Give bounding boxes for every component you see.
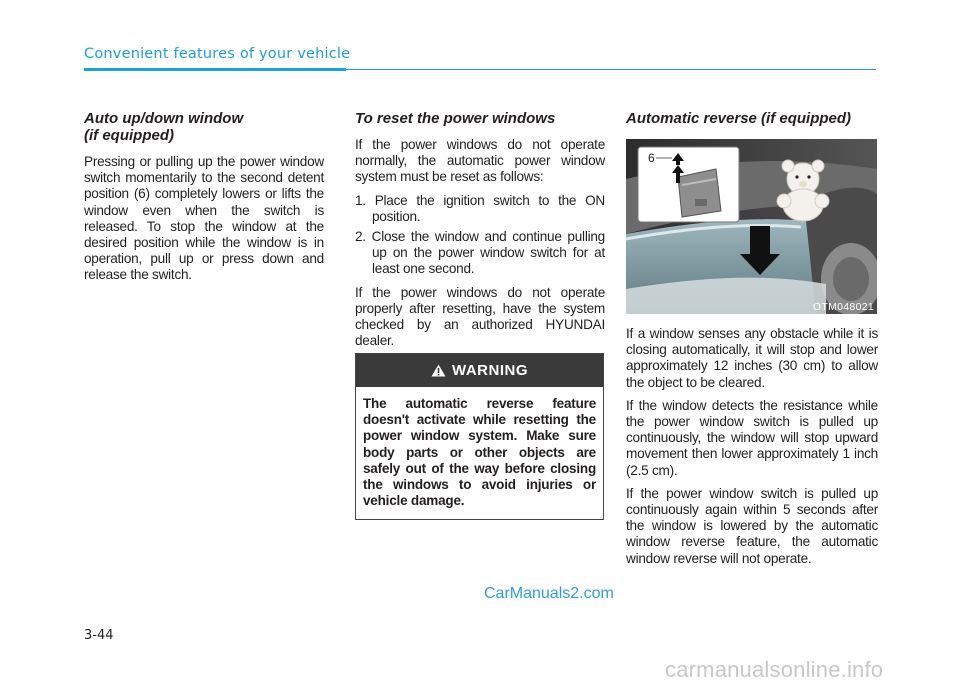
reset-steps <box>355 193 605 278</box>
reset-heading: To reset the power windows <box>355 110 556 127</box>
reset-step-2: 2. Close the window and continue pulling up on the power window switch for at least one second. <box>355 229 605 277</box>
warning-title: WARNING <box>452 362 528 379</box>
window-illustration <box>626 139 877 314</box>
column-reset <box>355 110 605 356</box>
reset-intro: If the power windows do not operate normally, the automatic power window system must be reset as follows: <box>355 137 605 185</box>
warning-header <box>356 354 603 387</box>
window-illustration-art <box>626 139 877 314</box>
auto-reverse-para-3: If the power window switch is pulled up continuously again within 5 seconds after the window is lowered by the automatic window reverse feature, the automatic window reverse will not operate. <box>626 485 878 566</box>
page-number: 3-44 <box>84 628 114 643</box>
reset-step-1: 1. Place the ignition switch to the ON position. <box>355 192 605 224</box>
auto-reverse-para-2: If the window detects the resistance while the power window switch is pulled up continuously, the window will stop upward movement then lower approximately 1 inch (2.5 cm). <box>626 397 878 478</box>
auto-reverse-body <box>626 326 878 574</box>
header-rule <box>346 69 876 70</box>
figure-code: OTM048021 <box>812 301 874 313</box>
auto-window-heading-line2: (if equipped) <box>84 127 174 144</box>
column-automatic-reverse <box>626 110 878 137</box>
auto-window-paragraph: Pressing or pulling up the power window switch momentarily to the second detent position (6) completely lowers or lifts the window even when the switch is released. To stop the window at the desired position while the window is in operation, pull up or press down and release the switch. <box>84 154 324 283</box>
watermark-carmanualsonline[interactable]: carmanualsonline.info <box>665 657 884 682</box>
header-bar <box>84 68 346 71</box>
warning-triangle-icon <box>431 364 446 377</box>
auto-reverse-heading: Automatic reverse (if equipped) <box>626 110 852 127</box>
reset-outro: If the power windows do not operate properly after resetting, have the system checked by an authorized HYUNDAI dealer. <box>355 284 605 349</box>
header-title: Convenient features of your vehicle <box>84 46 351 62</box>
figure-callout-6: 6 <box>648 151 655 165</box>
column-auto-up-down <box>84 110 324 291</box>
auto-window-heading-line1: Auto up/down window <box>84 110 244 127</box>
warning-text: The automatic reverse feature doesn't activate while resetting the power window system. Make sure body parts or other objects are safely out of the way before closing the windows to avoid injuries or vehicle damage. <box>363 396 596 509</box>
watermark-carmanuals2[interactable]: CarManuals2.com <box>484 585 614 602</box>
auto-window-heading <box>84 110 324 144</box>
auto-reverse-para-1: If a window senses any obstacle while it is closing automatically, it will stop and lower approximately 12 inches (30 cm) to allow the object to be cleared. <box>626 326 878 390</box>
warning-box <box>355 353 604 520</box>
